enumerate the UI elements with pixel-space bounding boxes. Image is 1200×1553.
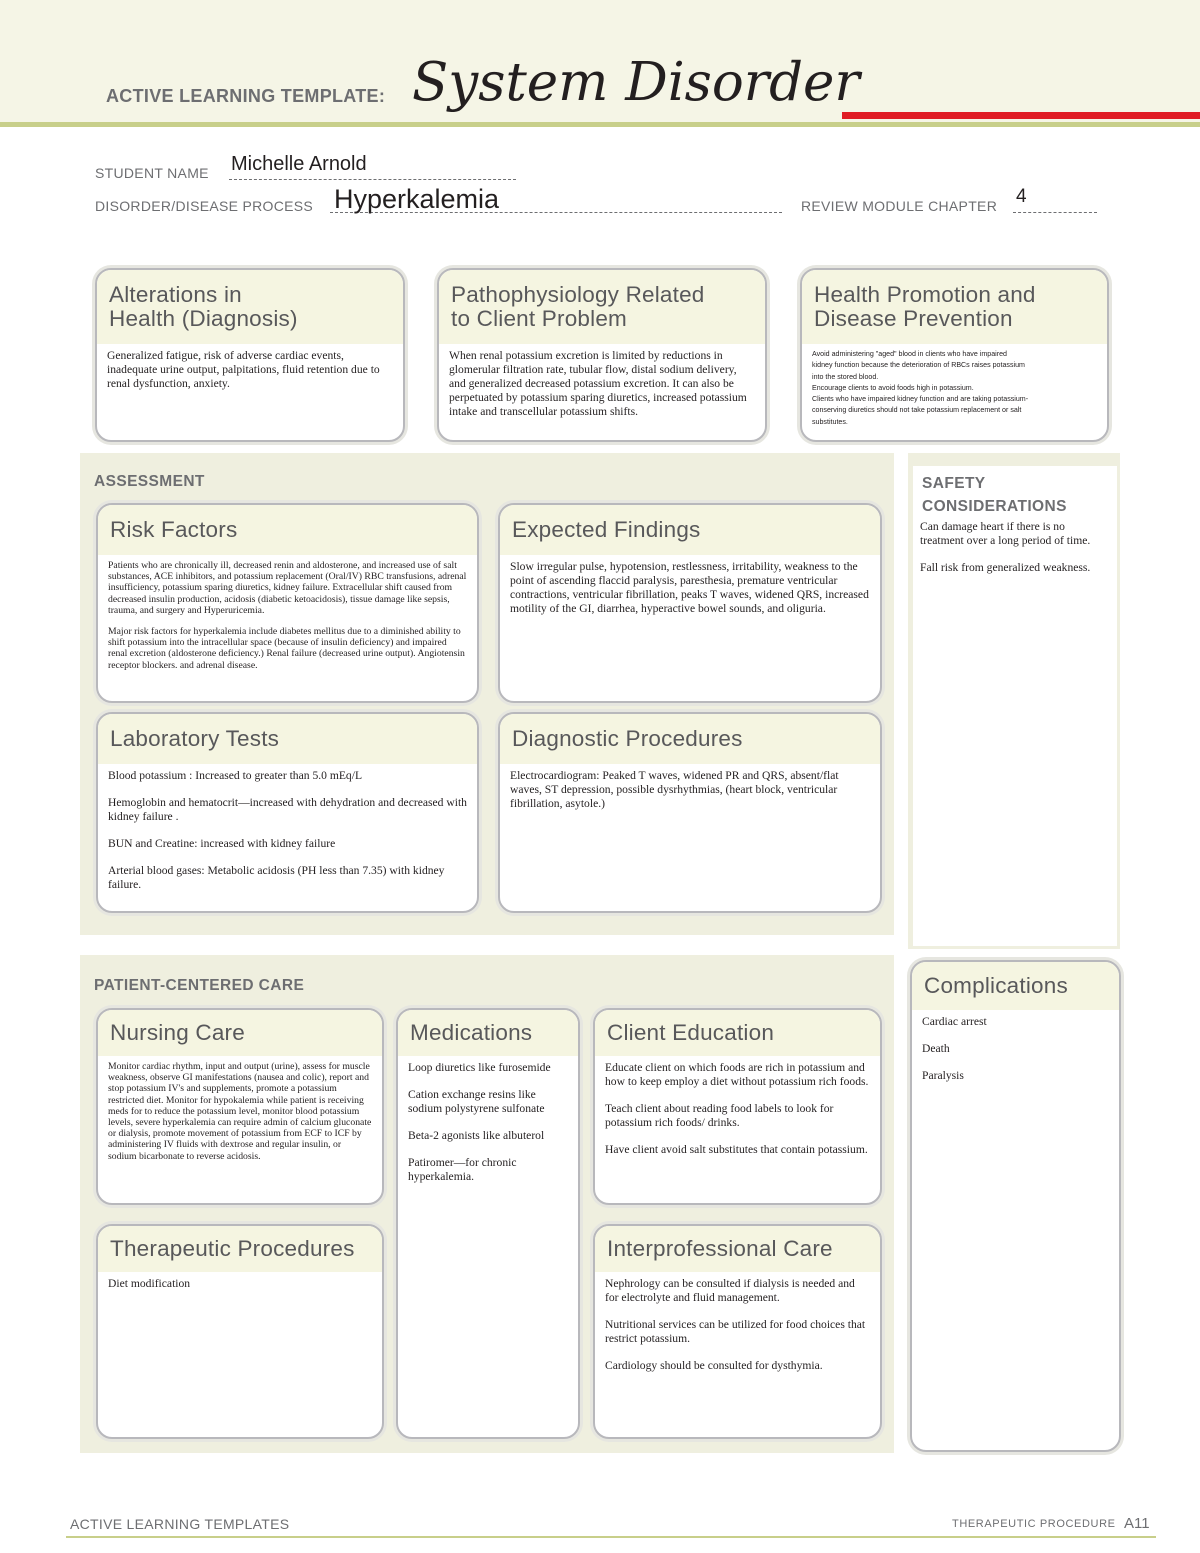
client-education-header [595, 1010, 880, 1056]
health-promotion-line: Clients who have impaired kidney function and are taking potassium- [812, 395, 1029, 404]
health-promotion-title-line2: Disease Prevention [814, 306, 1013, 331]
interprofessional-item: Nutritional services can be utilized for food choices that restrict potassium. [605, 1318, 866, 1345]
complication-item: Paralysis [922, 1069, 964, 1082]
health-promotion-line: Encourage clients to avoid foods high in potassium. [812, 383, 974, 392]
safety-title-line1: SAFETY [922, 475, 986, 492]
complications-box [910, 960, 1121, 1452]
footer-page-number: A11 [1124, 1515, 1150, 1532]
lab-tests-title: Laboratory Tests [110, 726, 280, 751]
therapeutic-procedures-header [98, 1226, 382, 1272]
student-name-line [229, 179, 516, 180]
nursing-care-title: Nursing Care [110, 1020, 245, 1045]
diagnostic-procedures-body[interactable]: Electrocardiogram: Peaked T waves, widened PR and QRS, absent/flat waves, ST depression, possible dysrhythmias, (heart block, ventricular fibrillation, asytole.) [510, 769, 839, 810]
medication-item: Cation exchange resins like sodium polystyrene sulfonate [408, 1088, 545, 1115]
medications-header [398, 1010, 578, 1056]
alterations-title-line1: Alterations in [109, 282, 242, 307]
therapeutic-procedures-box [96, 1224, 384, 1439]
client-education-item: Have client avoid salt substitutes that contain potassium. [605, 1143, 868, 1156]
expected-findings-box [498, 503, 882, 703]
client-education-box [593, 1008, 882, 1205]
header-rule [0, 122, 1200, 127]
health-promotion-title-line1: Health Promotion and [814, 282, 1036, 307]
lab-tests-body[interactable] [98, 764, 477, 892]
risk-factors-title: Risk Factors [110, 517, 238, 542]
pathophysiology-box [437, 268, 767, 442]
alterations-header [97, 270, 403, 344]
alterations-body[interactable]: Generalized fatigue, risk of adverse cardiac events, inadequate urine output, palpitations, fluid retention due to renal dysfunction, anxiety. [107, 349, 380, 390]
complication-item: Death [922, 1042, 950, 1055]
disorder-label: DISORDER/DISEASE PROCESS [95, 198, 314, 214]
medication-item: Beta-2 agonists like albuterol [408, 1129, 545, 1142]
interprofessional-item: Cardiology should be consulted for dysthymia. [605, 1359, 823, 1372]
complications-title: Complications [924, 973, 1068, 998]
pathophysiology-title-line2: to Client Problem [451, 306, 627, 331]
interprofessional-care-body[interactable] [595, 1272, 880, 1373]
client-education-title: Client Education [607, 1020, 775, 1045]
therapeutic-procedures-title: Therapeutic Procedures [110, 1236, 355, 1261]
pathophysiology-body[interactable]: When renal potassium excretion is limited by reductions in glomerular filtration rate, tubular flow, distal sodium delivery, and generalized decreased potassium excretion. It can also be perpetuated by potassium sparing diuretics, increased potassium intake and transcellular potassium shifts. [449, 349, 747, 418]
student-name-value[interactable]: Michelle Arnold [231, 153, 367, 175]
client-education-item: Teach client about reading food labels to look for potassium rich foods/ drinks. [605, 1102, 834, 1129]
health-promotion-line: kidney function because the deterioration of RBCs raises potassium [812, 361, 1025, 370]
chapter-line [1013, 212, 1097, 213]
medications-title: Medications [410, 1020, 533, 1045]
diagnostic-procedures-header [500, 714, 880, 764]
pathophysiology-title-line1: Pathophysiology Related [451, 282, 705, 307]
alterations-title-line2: Health (Diagnosis) [109, 306, 298, 331]
disorder-value[interactable]: Hyperkalemia [334, 184, 500, 214]
health-promotion-line: substitutes. [812, 417, 848, 426]
footer-left: ACTIVE LEARNING TEMPLATES [70, 1516, 290, 1532]
nursing-care-header [98, 1010, 382, 1056]
risk-factors-para: Patients who are chronically ill, decreased renin and aldosterone, and increased use of salt substances, ACE inhibitors, and potassium replacement (Oral/IV) RBC transfusions, adrenal insufficiency, potassium sparing diuretics, kidney failure. Extracellular shift caused from decreased insulin production, acidosis (diabetic ketoacidosis), tissue damage like sepsis, trauma, and surgery and Hyperuricemia. [108, 560, 467, 616]
footer-rule [66, 1536, 1156, 1538]
risk-factors-body[interactable] [98, 555, 477, 671]
alterations-box [95, 268, 405, 442]
pathophysiology-header [439, 270, 765, 344]
interprofessional-care-title: Interprofessional Care [607, 1236, 833, 1261]
student-name-label: STUDENT NAME [95, 165, 209, 181]
nursing-care-body[interactable]: Monitor cardiac rhythm, input and output (urine), assess for muscle weakness, observe GI manifestations (nausea and colic), report and stop potassium IV's and supplements, promote a potassium restricted diet. Monitor for hypokalemia while patient is receiving meds for to reduce the potassium level, monitor blood potassium levels, severe hyperkalemia can require admin of calcium gluconate or dialysis, promote movement of potassium from ECF to ICF by administering IV fluids with dextrose and regular insulin, or sodium bicarbonate to reverse acidosis. [108, 1061, 372, 1162]
complications-body[interactable] [912, 1010, 1119, 1083]
interprofessional-care-header [595, 1226, 880, 1272]
lab-tests-box [96, 712, 479, 913]
expected-findings-title: Expected Findings [512, 517, 701, 542]
lab-test-item: Arterial blood gases: Metabolic acidosis (PH less than 7.35) with kidney failure. [108, 864, 445, 891]
interprofessional-item: Nephrology can be consulted if dialysis is needed and for electrolyte and fluid management. [605, 1277, 855, 1304]
assessment-heading: ASSESSMENT [94, 473, 205, 490]
safety-title-line2: CONSIDERATIONS [922, 498, 1067, 515]
health-promotion-body[interactable] [802, 344, 1107, 428]
safety-item: Fall risk from generalized weakness. [920, 561, 1091, 574]
health-promotion-box [800, 268, 1109, 442]
lab-test-item: BUN and Creatine: increased with kidney failure [108, 837, 336, 850]
therapeutic-procedures-body[interactable]: Diet modification [108, 1277, 191, 1290]
safety-item: Can damage heart if there is no treatment over a long period of time. [920, 520, 1091, 547]
expected-findings-body[interactable]: Slow irregular pulse, hypotension, restlessness, irritability, weakness to the point of ascending flaccid paralysis, paresthesia, premature ventricular contractions, ventricular fibrillation, peaks T waves, widened QRS, increased motility of the GI, diarrhea, hyperactive bowel sounds, and oliguria. [510, 560, 869, 615]
client-education-body[interactable] [595, 1056, 880, 1157]
complication-item: Cardiac arrest [922, 1015, 987, 1028]
medication-item: Loop diuretics like furosemide [408, 1061, 551, 1074]
chapter-label: REVIEW MODULE CHAPTER [801, 198, 998, 214]
chapter-value[interactable]: 4 [1016, 186, 1027, 207]
lab-tests-header [98, 714, 477, 764]
template-title: System Disorder [412, 52, 860, 113]
health-promotion-header [802, 270, 1107, 344]
lab-test-item: Blood potassium : Increased to greater than 5.0 mEq/L [108, 769, 363, 782]
diagnostic-procedures-title: Diagnostic Procedures [512, 726, 743, 751]
health-promotion-line: Avoid administering "aged" blood in clients who have impaired [812, 350, 1007, 358]
nursing-care-box [96, 1008, 384, 1205]
lab-test-item: Hemoglobin and hematocrit—increased with dehydration and decreased with kidney failure . [108, 796, 467, 823]
interprofessional-care-box [593, 1224, 882, 1439]
risk-factors-para: Major risk factors for hyperkalemia include diabetes mellitus due to a diminished ability to shift potassium into the intracellular space (because of insulin deficiency) and impaired renal excretion (aldosterone deficiency.) Renal failure (decreased urine output). Angiotensin receptor blockers. and adrenal disease. [108, 626, 465, 671]
footer-right: THERAPEUTIC PROCEDURE [952, 1518, 1116, 1530]
safety-body[interactable] [910, 516, 1108, 579]
diagnostic-procedures-box [498, 712, 882, 913]
client-education-item: Educate client on which foods are rich in potassium and how to keep employ a diet without potassium rich foods. [605, 1061, 869, 1088]
expected-findings-header [500, 505, 880, 555]
template-label: ACTIVE LEARNING TEMPLATE: [106, 86, 386, 106]
risk-factors-box [96, 503, 479, 703]
health-promotion-line: into the stored blood. [812, 372, 879, 381]
health-promotion-line: conserving diuretics should not take potassium replacement or salt [812, 406, 1022, 415]
medication-item: Patiromer—for chronic hyperkalemia. [408, 1156, 517, 1183]
complications-header [912, 962, 1119, 1010]
header-accent-rule [842, 112, 1200, 119]
patient-care-heading: PATIENT-CENTERED CARE [94, 977, 305, 994]
medications-box [396, 1008, 580, 1439]
medications-body[interactable] [398, 1056, 578, 1184]
safety-heading [922, 472, 1067, 518]
risk-factors-header [98, 505, 477, 555]
